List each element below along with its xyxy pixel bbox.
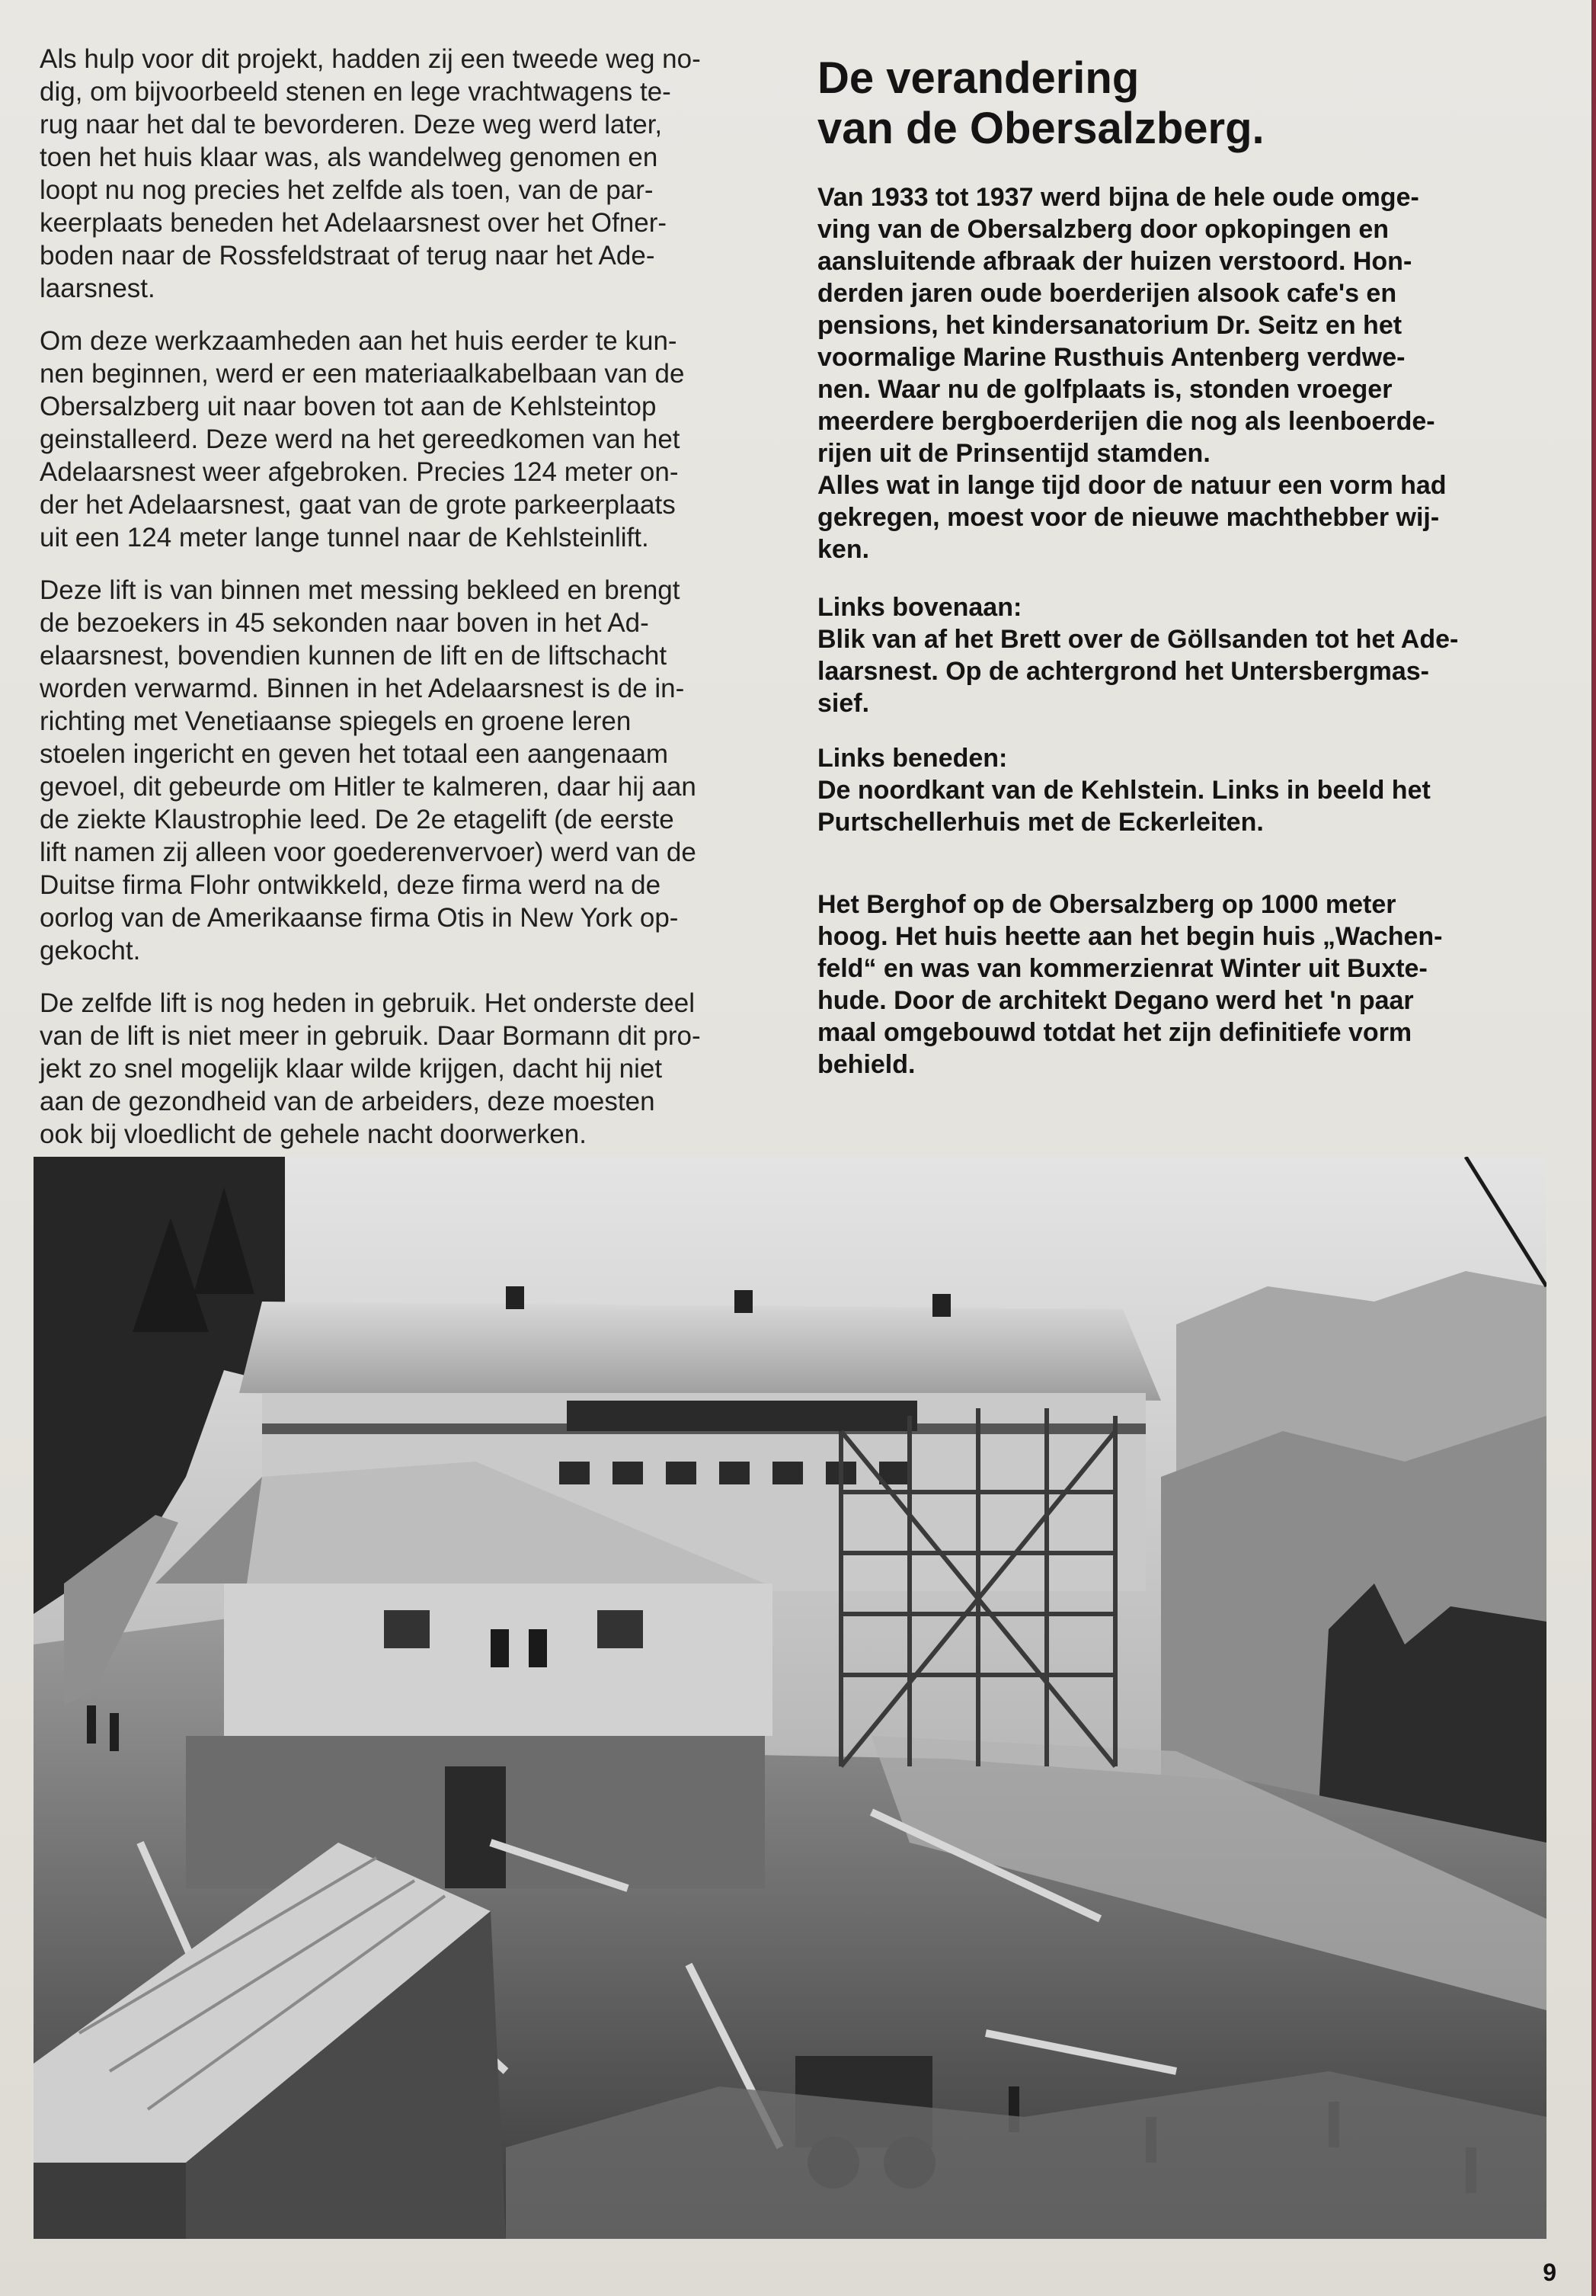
caption-top-text: Blik van af het Brett over de Göllsanden tot het Ade- laarsnest. Op de achtergrond het Untersbergmas- sief.: [817, 625, 1459, 718]
caption-top-label: Links bovenaan:: [817, 593, 1022, 622]
page-edge: [1591, 0, 1596, 2296]
caption-bottom-label: Links beneden:: [817, 744, 1008, 773]
caption-bottom-text: De noordkant van de Kehlstein. Links in beeld het Purtschellerhuis met de Eckerleiten.: [817, 776, 1431, 837]
berghof-photo-illustration: [34, 1157, 1546, 2239]
page-number: 9: [1543, 2259, 1556, 2286]
right-text-column: [817, 53, 1541, 1103]
berghof-photo: [34, 1157, 1546, 2239]
intro-paragraph-2: Alles wat in lange tijd door de natuur een vorm had gekregen, moest voor de nieuwe machthebber wij- ken.: [817, 471, 1447, 564]
berghof-caption: Het Berghof op de Obersalzberg op 1000 meter hoog. Het huis heette aan het begin huis „Wachen- feld“ en was van kommerzienrat Winter uit Buxte- hude. Door de architekt Degano werd het 'n paar maal omgebouwd totdat het zijn definitiefe vorm behield.: [817, 890, 1443, 1079]
intro-paragraph: Van 1933 tot 1937 werd bijna de hele oude omge- ving van de Obersalzberg door opkopingen en aansluitende afbraak der huizen verstoord. Hon- derden jaren oude boerderijen alsook cafe's en pensions, het kindersanatorium Dr. Seitz en het voormalige Marine Rusthuis Antenberg verdwe- nen. Waar nu de golfplaats is, stonden vroeger meerdere bergboerderijen die nog als leenboerde- rijen uit de Prinsentijd stamden.: [817, 183, 1435, 468]
paragraph-cable-car: Om deze werkzaamheden aan het huis eerder te kun- nen beginnen, werd er een materiaalkabelbaan van de Obersalzberg uit naar boven tot aan de Kehlsteintop geinstalleerd. Deze werd na het gereedkomen van het Adelaarsnest weer afgebroken. Precies 124 meter on- der het Adelaarsnest, gaat van de grote parkeerplaats uit een 124 meter lange tunnel naar de Kehlsteinlift.: [40, 326, 685, 552]
paragraph-lift-in-use: De zelfde lift is nog heden in gebruik. Het onderste deel van de lift is niet meer in gebruik. Daar Bormann dit pro- jekt zo snel mogelijk klaar wilde krijgen, dacht hij niet aan de gezondheid van de arbeiders, deze moesten ook bij vloedlicht de gehele nacht doorwerken.: [40, 988, 701, 1149]
paragraph-lift: Deze lift is van binnen met messing bekleed en brengt de bezoekers in 45 sekonden naar boven in het Ad- elaarsnest, bovendien kunnen de lift en de liftschacht worden verwarmd. Binnen in het Adelaarsnest is de in- richting met Venetiaanse spiegels en groene leren stoelen ingericht en geven het totaal een aangenaam gevoel, dit gebeurde om Hitler te kalmeren, daar hij aan de ziekte Klaustrophie leed. De 2e etagelift (de eerste lift namen zij alleen voor goederenvervoer) werd van de Duitse firma Flohr ontwikkeld, deze firma werd na de oorlog van de Amerikaanse firma Otis in New York op- gekocht.: [40, 575, 696, 965]
paragraph-second-road: Als hulp voor dit projekt, hadden zij een tweede weg no- dig, om bijvoorbeeld stenen en lege vrachtwagens te- rug naar het dal te bevorderen. Deze weg werd later, toen het huis klaar was, als wandelweg genomen en loopt nu nog precies het zelfde als toen, van de par- keerplaats beneden het Adelaarsnest over het Ofner- boden naar de Rossfeldstraat of terug naar het Ade- laarsnest.: [40, 44, 701, 303]
left-text-column: [40, 43, 760, 1170]
section-heading: De verandering van de Obersalzberg.: [817, 53, 1265, 153]
